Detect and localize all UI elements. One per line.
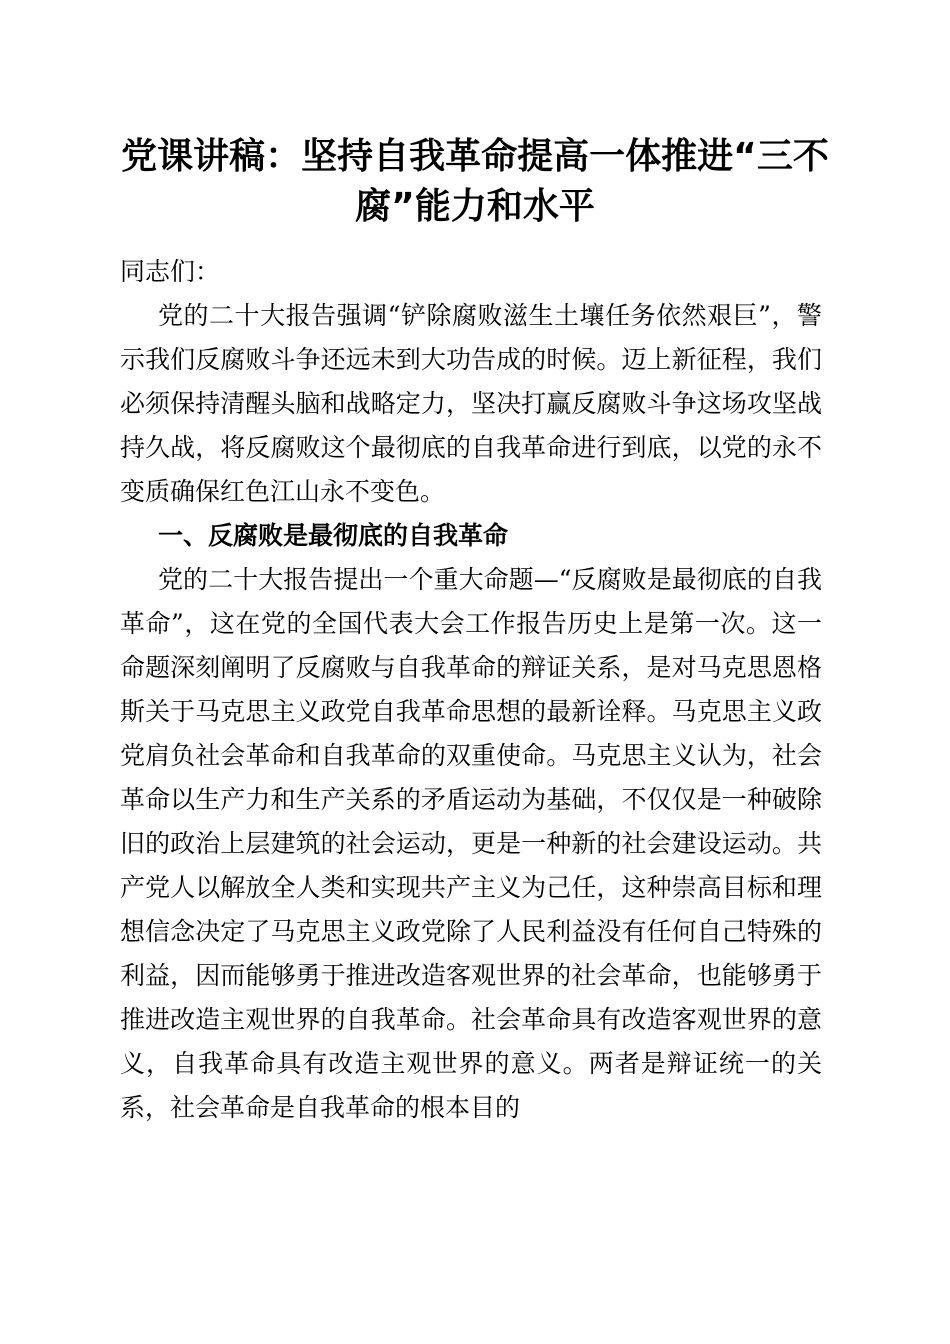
title-line-2: 腐”能力和水平 [355, 186, 595, 227]
salutation: 同志们： [120, 257, 221, 286]
intro-paragraph: 党的二十大报告强调“铲除腐败滋生土壤任务依然艰巨”，警示我们反腐败斗争还远未到大功告成的时候。迈上新征程，我们必须保持清醒头脑和战略定力，坚决打赢反腐败斗争这场攻坚战持久战，将反腐败这个最彻底的自我革命进行到底，以党的永不变质确保红色江山永不变色。 [120, 301, 822, 506]
page-title [100, 132, 850, 232]
title-line-1: 党课讲稿：坚持自我革命提高一体推进“三不 [121, 136, 829, 177]
document-body [120, 250, 822, 1130]
section-1-paragraph: 党的二十大报告提出一个重大命题—“反腐败是最彻底的自我革命”，这在党的全国代表大会工作报告历史上是第一次。这一命题深刻阐明了反腐败与自我革命的辩证关系，是对马克思恩格斯关于马克思主义政党自我革命思想的最新诠释。马克思主义政党肩负社会革命和自我革命的双重使命。马克思主义认为，社会革命以生产力和生产关系的矛盾运动为基础，不仅仅是一种破除旧的政治上层建筑的社会运动，更是一种新的社会建设运动。共产党人以解放全人类和实现共产主义为己任，这种崇高目标和理想信念决定了马克思主义政党除了人民利益没有任何自己特殊的利益，因而能够勇于推进改造客观世界的社会革命，也能够勇于推进改造主观世界的自我革命。社会革命具有改造客观世界的意义，自我革命具有改造主观世界的意义。两者是辩证统一的关系，社会革命是自我革命的根本目的 [120, 565, 822, 1122]
section-heading-1: 一、反腐败是最彻底的自我革命 [158, 521, 509, 550]
